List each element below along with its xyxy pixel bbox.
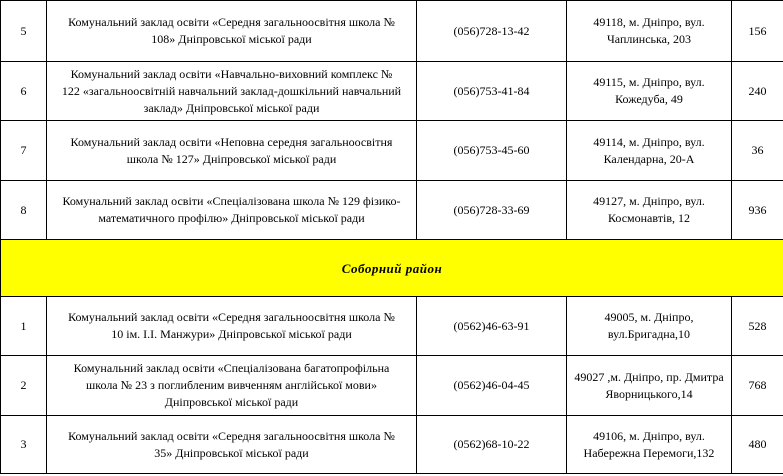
school-name-line: Комунальний заклад освіти «Спеціалізована багатопрофільна xyxy=(73,361,390,375)
district-row xyxy=(1,240,783,297)
school-name-line: Комунальний заклад освіти «Середня загальноосвітня школа № xyxy=(68,310,395,324)
school-name-line: 35» Дніпровської міської ради xyxy=(154,445,309,460)
district-section xyxy=(1,240,783,297)
table-body-top xyxy=(1,1,783,240)
school-name-line: школа № 127» Дніпровської міської ради xyxy=(126,151,337,166)
student-count-cell: 156 xyxy=(732,1,783,62)
table-row xyxy=(1,62,783,121)
address-line: вул.Бригадна,10 xyxy=(607,327,691,341)
district-title: Соборний район xyxy=(1,240,783,297)
table-row xyxy=(1,356,783,416)
school-name-cell xyxy=(47,181,417,240)
address-cell xyxy=(567,416,732,474)
school-name-line: Комунальний заклад освіти «Середня загальноосвітня школа № xyxy=(68,15,395,29)
phone-cell: (0562)68-10-22 xyxy=(417,416,567,474)
row-number: 5 xyxy=(1,1,47,62)
address-line: Набережна Перемоги,132 xyxy=(583,445,715,460)
row-number: 7 xyxy=(1,121,47,181)
school-name-line: заклад» Дніпровської міської ради xyxy=(143,100,320,115)
school-name-line: Комунальний заклад освіти «Середня загальноосвітня школа № xyxy=(68,428,395,443)
student-count-cell: 36 xyxy=(732,121,783,181)
phone-cell: (056)753-41-84 xyxy=(417,62,567,121)
phone-cell: (056)753-45-60 xyxy=(417,121,567,181)
address-cell xyxy=(567,62,732,121)
address-cell xyxy=(567,297,732,356)
school-name-line: Дніпровської міської ради xyxy=(164,395,299,409)
address-line: 49005, м. Дніпро, xyxy=(604,310,694,324)
address-line: Кожедуба, 49 xyxy=(615,92,683,106)
table-body-bottom xyxy=(1,297,783,474)
address-line: Календарна, 20-А xyxy=(603,151,695,166)
row-number: 3 xyxy=(1,416,47,474)
address-line: 49118, м. Дніпро, вул. xyxy=(593,15,705,29)
address-line: Яворницького,14 xyxy=(605,386,693,401)
address-cell xyxy=(567,181,732,240)
school-name-line: математичного профілю» Дніпровської міської ради xyxy=(98,211,365,225)
student-count-cell: 528 xyxy=(732,297,783,356)
address-line: Чаплинська, 203 xyxy=(607,32,691,46)
school-name-cell xyxy=(47,297,417,356)
address-line: 49115, м. Дніпро, вул. xyxy=(593,75,705,89)
address-line: 49114, м. Дніпро, вул. xyxy=(593,134,705,149)
school-name-cell xyxy=(47,1,417,62)
phone-cell: (0562)46-63-91 xyxy=(417,297,567,356)
table-row xyxy=(1,416,783,474)
school-name-line: Комунальний заклад освіти «Неповна середня загальноосвітня xyxy=(70,134,393,149)
school-name-line: Комунальний заклад освіти «Спеціалізована школа № 129 фізико- xyxy=(62,194,401,208)
address-line: 49027 ,м. Дніпро, пр. Дмитра xyxy=(574,369,724,384)
student-count-cell: 768 xyxy=(732,356,783,416)
address-cell xyxy=(567,1,732,62)
phone-cell: (056)728-33-69 xyxy=(417,181,567,240)
table-row xyxy=(1,181,783,240)
address-line: Космонавтів, 12 xyxy=(608,211,690,225)
student-count-cell: 936 xyxy=(732,181,783,240)
row-number: 2 xyxy=(1,356,47,416)
table-row xyxy=(1,121,783,181)
address-cell xyxy=(567,121,732,181)
school-name-line: Комунальний заклад освіти «Навчально-виховний комплекс № xyxy=(70,66,393,81)
table-row xyxy=(1,297,783,356)
school-name-cell xyxy=(47,416,417,474)
school-name-line: 122 «загальноосвітній навчальний заклад-дошкільний навчальний xyxy=(61,83,402,98)
school-name-cell xyxy=(47,356,417,416)
school-name-line: школа № 23 з поглибленим вивченням англійської мови» xyxy=(86,378,377,392)
student-count-cell: 480 xyxy=(732,416,783,474)
student-count-cell: 240 xyxy=(732,62,783,121)
row-number: 8 xyxy=(1,181,47,240)
phone-cell: (0562)46-04-45 xyxy=(417,356,567,416)
school-name-line: 108» Дніпровської міської ради xyxy=(151,32,312,46)
table-row xyxy=(1,1,783,62)
phone-cell: (056)728-13-42 xyxy=(417,1,567,62)
address-line: 49127, м. Дніпро, вул. xyxy=(593,194,705,208)
school-name-cell xyxy=(47,62,417,121)
row-number: 1 xyxy=(1,297,47,356)
address-line: 49106, м. Дніпро, вул. xyxy=(593,428,705,443)
school-name-line: 10 ім. І.І. Манжури» Дніпровської міської ради xyxy=(111,327,352,341)
address-cell xyxy=(567,356,732,416)
school-name-cell xyxy=(47,121,417,181)
row-number: 6 xyxy=(1,62,47,121)
